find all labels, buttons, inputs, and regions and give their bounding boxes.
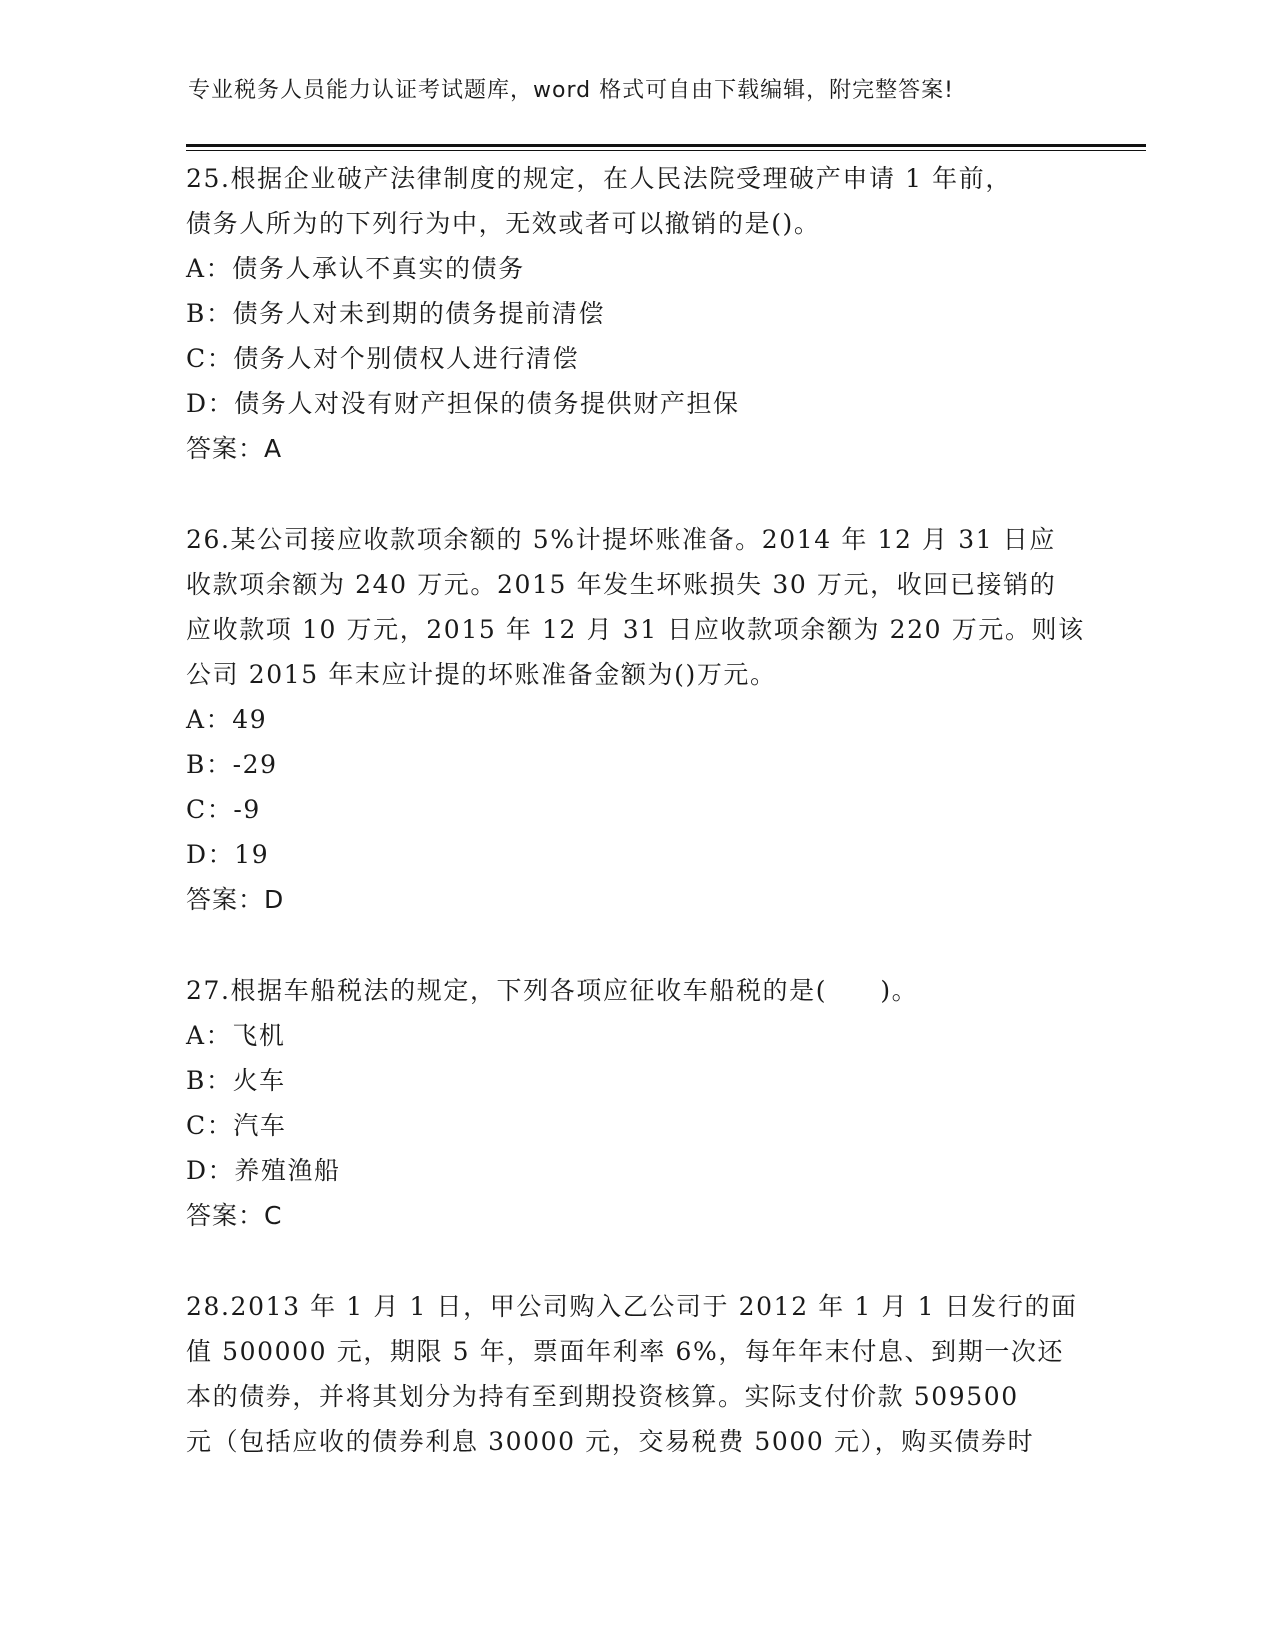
question-25 — [186, 156, 1086, 471]
option-a: A：49 — [186, 705, 268, 734]
question-stem-line: 28.2013 年 1 月 1 日，甲公司购入乙公司于 2012 年 1 月 1 日发行的面 — [186, 1292, 1078, 1321]
option-b: B：-29 — [186, 750, 278, 779]
answer-line: 答案：A — [186, 434, 283, 463]
option-c: C：债务人对个别债权人进行清偿 — [186, 344, 580, 373]
question-stem-line: 值 500000 元，期限 5 年，票面年利率 6%，每年年末付息、到期一次还 — [186, 1337, 1065, 1366]
question-26 — [186, 517, 1086, 922]
question-stem-line: 应收款项 10 万元，2015 年 12 月 31 日应收款项余额为 220 万元。则该 — [186, 615, 1085, 644]
option-c: C：-9 — [186, 795, 261, 824]
question-stem-line: 26.某公司接应收款项余额的 5%计提坏账准备。2014 年 12 月 31 日应 — [186, 525, 1056, 554]
option-a: A：债务人承认不真实的债务 — [186, 254, 525, 283]
question-stem-line: 公司 2015 年末应计提的坏账准备金额为()万元。 — [186, 660, 777, 689]
question-stem-line: 元（包括应收的债券利息 30000 元，交易税费 5000 元），购买债券时 — [186, 1427, 1035, 1456]
question-stem-line: 收款项余额为 240 万元。2015 年发生坏账损失 30 万元，收回已接销的 — [186, 570, 1057, 599]
question-stem-line: 25.根据企业破产法律制度的规定，在人民法院受理破产申请 1 年前， — [186, 164, 1012, 193]
option-d: D：养殖渔船 — [186, 1156, 341, 1185]
header-rule-thin — [186, 150, 1146, 151]
option-d: D：19 — [186, 840, 270, 869]
answer-line: 答案：D — [186, 885, 285, 914]
question-spacer — [186, 1238, 1086, 1284]
page-header: 专业税务人员能力认证考试题库，word 格式可自由下载编辑，附完整答案! — [188, 78, 954, 103]
question-28 — [186, 1284, 1086, 1464]
question-27 — [186, 968, 1086, 1238]
header-rule-thick — [186, 144, 1146, 147]
question-stem-line: 27.根据车船税法的规定，下列各项应征收车船税的是( )。 — [186, 976, 919, 1005]
option-a: A：飞机 — [186, 1021, 286, 1050]
question-list — [186, 156, 1086, 1464]
option-b: B：火车 — [186, 1066, 286, 1095]
question-stem-line: 债务人所为的下列行为中，无效或者可以撤销的是()。 — [186, 209, 821, 238]
question-spacer — [186, 471, 1086, 517]
option-c: C：汽车 — [186, 1111, 287, 1140]
answer-line: 答案：C — [186, 1201, 283, 1230]
question-stem-line: 本的债券，并将其划分为持有至到期投资核算。实际支付价款 509500 — [186, 1382, 1019, 1411]
question-spacer — [186, 922, 1086, 968]
option-b: B：债务人对未到期的债务提前清偿 — [186, 299, 605, 328]
option-d: D：债务人对没有财产担保的债务提供财产担保 — [186, 389, 740, 418]
